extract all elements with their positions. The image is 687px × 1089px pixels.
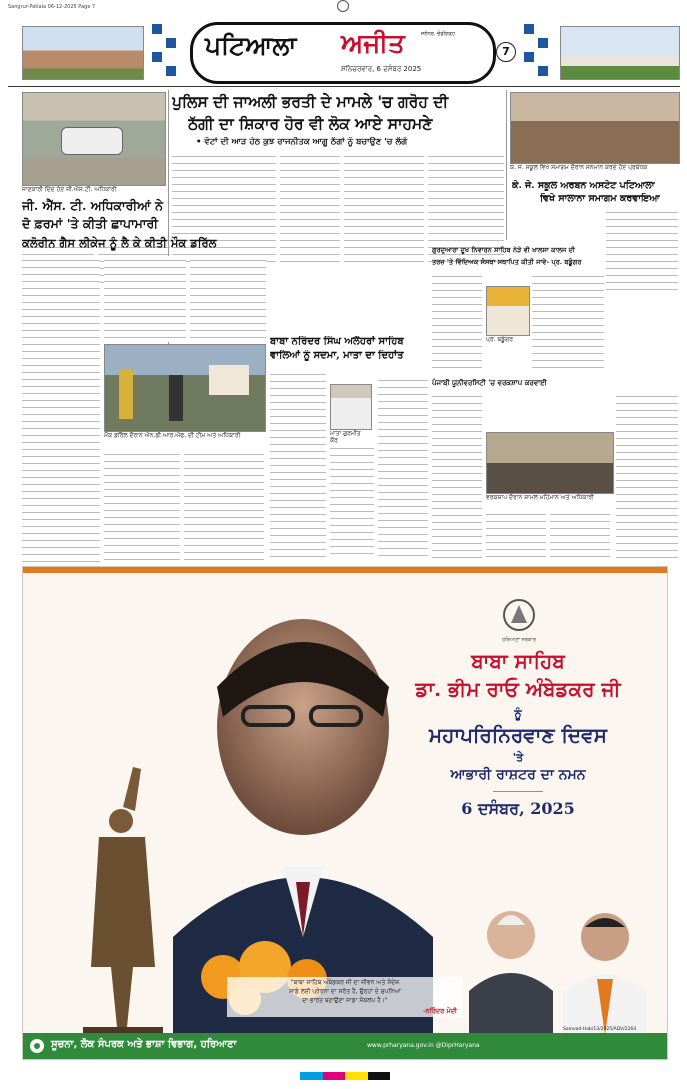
obituary-body-col-1 xyxy=(270,370,326,560)
lead-body-col-2 xyxy=(280,152,340,262)
obituary-photo-caption: ਮਾਤਾ ਗੁਰਮੀਤ ਕੌਰ xyxy=(330,430,361,444)
masthead-right-photo xyxy=(560,26,680,80)
pattern-right-icon xyxy=(520,18,556,82)
school-body xyxy=(606,208,678,292)
ad-top-band xyxy=(23,567,667,573)
ad-code: Samvad-Hab/13/2025/ADV/2264 xyxy=(563,1027,637,1032)
lead-subhead: • ਵੋਟਾਂ ਦੀ ਆੜ ਹੇਠ ਕੁਝ ਰਾਜਨੀਤਕ ਆਗੂ ਠੱਗਾਂ ਨੂੰ ਬਚਾਉਣ 'ਚ ਲੱਗੇ xyxy=(196,137,408,147)
quote-line-1: "ਬਾਬਾ ਸਾਹਿਬ ਅੰਬੇਡਕਰ ਜੀ ਦਾ ਜੀਵਨ ਅਤੇ ਸੰਦੇਸ਼ xyxy=(290,979,400,986)
obituary-body-col-2 xyxy=(330,444,374,560)
chlorine-photo-caption: ਮੌਕ ਡਰਿੱਲ ਦੌਰਾਨ ਐਨ.ਡੀ.ਆਰ.ਐਫ. ਦੀ ਟੀਮ ਅਤੇ ਅਧਿਕਾਰੀ xyxy=(104,432,241,439)
quote-line-2: ਸਾਡੇ ਲਈ ਪ੍ਰੇਰਨਾ ਦਾ ਸਰੋਤ ਹੈ, ਉਨ੍ਹਾਂ ਦੇ ਸੁਪਨਿਆਂ xyxy=(289,988,401,995)
masthead xyxy=(0,14,687,84)
masthead-brand: ਅਜੀਤ xyxy=(341,29,405,59)
punjabi-uni-photo-caption: ਵਰਕਸ਼ਾਪ ਦੌਰਾਨ ਸ਼ਾਮਲ ਮਹਿਮਾਨ ਅਤੇ ਅਧਿਕਾਰੀ xyxy=(486,494,594,501)
leaders-portraits-icon xyxy=(459,895,659,1035)
color-registration-bar xyxy=(300,1072,390,1080)
punjabi-uni-body-col-3 xyxy=(550,510,610,560)
masthead-rule xyxy=(8,86,680,87)
gurdwara-photo-caption: ਪ੍ਰ. ਬਡੂੰਗਰ xyxy=(486,336,513,343)
ad-line-2: ਡਾ. ਭੀਮ ਰਾਓ ਅੰਬੇਡਕਰ ਜੀ xyxy=(415,677,621,701)
punjabi-uni-body-col-4 xyxy=(616,392,678,560)
ad-line-5: 'ਤੇ xyxy=(512,751,524,764)
lead-body-col-3 xyxy=(344,152,424,262)
lead-headline-1: ਪੁਲਿਸ ਦੀ ਜਾਅਲੀ ਭਰਤੀ ਦੇ ਮਾਮਲੇ 'ਚ ਗਰੋਹ ਦੀ xyxy=(172,92,449,111)
car-shape xyxy=(61,127,123,155)
chlorine-body-col-2 xyxy=(104,256,186,342)
school-photo-caption: ਕੇ. ਜੇ. ਸਕੂਲ ਵਿਖੇ ਸਮਾਗਮ ਦੌਰਾਨ ਸਨਮਾਨ ਕਰਦੇ ਹੋਏ ਪ੍ਰਬੰਧਕ xyxy=(510,164,648,171)
column-rule xyxy=(506,90,507,240)
ad-line-1: ਬਾਬਾ ਸਾਹਿਬ xyxy=(471,649,565,673)
gst-photo-caption: ਜਾਣਕਾਰੀ ਦਿੰਦੇ ਹੋਏ ਜੀ.ਐਸ.ਟੀ. ਅਧਿਕਾਰੀ xyxy=(22,186,117,193)
chlorine-body-col-5 xyxy=(184,450,264,560)
school-photo xyxy=(510,92,680,164)
quote-box xyxy=(227,977,463,1017)
lead-headline-2: ਠੱਗੀ ਦਾ ਸ਼ਿਕਾਰ ਹੋਰ ਵੀ ਲੋਕ ਆਏ ਸਾਹਮਣੇ xyxy=(188,114,433,133)
gst-headline-2: ਦੋ ਫ਼ਰਮਾਂ 'ਤੇ ਕੀਤੀ ਛਾਪਾਮਾਰੀ xyxy=(22,216,158,231)
emblem-label: ਹਰਿਆਣਾ ਸਰਕਾਰ xyxy=(502,637,536,643)
masthead-left-photo xyxy=(22,26,144,80)
pattern-left-icon xyxy=(148,18,184,82)
punjabi-uni-headline: ਪੰਜਾਬੀ ਯੂਨੀਵਰਸਿਟੀ 'ਚ ਵਰਕਸ਼ਾਪ ਕਰਵਾਈ xyxy=(432,378,547,387)
chlorine-body-col-4 xyxy=(104,450,180,560)
page-number: 7 xyxy=(496,42,516,62)
punjabi-uni-body-col-1 xyxy=(432,392,482,560)
gurdwara-headline-1: ਗੁਰਦੁਆਰਾ ਦੂਖ ਨਿਵਾਰਨ ਸਾਹਿਬ ਨੇੜੇ ਵੀ ਖਾਲਸਾ ਕਾਲਜ ਦੀ xyxy=(432,246,575,254)
chlorine-body-col-3 xyxy=(190,256,266,342)
ad-social-handles: www.prharyana.gov.in @DiprHaryana xyxy=(367,1042,480,1049)
haryana-emblem-icon xyxy=(501,597,537,637)
punjabi-uni-body-col-2 xyxy=(486,510,546,560)
ornament-divider xyxy=(493,791,543,792)
lead-photo xyxy=(22,92,166,186)
quote-author: -ਨਰਿੰਦਰ ਮੋਦੀ xyxy=(422,1007,457,1015)
masthead-city: ਪਟਿਆਲਾ xyxy=(205,31,297,60)
obituary-photo xyxy=(330,384,372,430)
gurdwara-body-col-2 xyxy=(532,272,604,372)
ad-footer-text: ਸੂਚਨਾ, ਲੋਕ ਸੰਪਰਕ ਅਤੇ ਭਾਸ਼ਾ ਵਿਭਾਗ, ਹਰਿਆਣਾ xyxy=(51,1039,237,1050)
masthead-date: ਸ਼ਨਿਚਰਵਾਰ, 6 ਦਸੰਬਰ 2025 xyxy=(341,65,422,73)
person-shape xyxy=(169,375,183,421)
statue-icon xyxy=(63,747,183,1047)
chlorine-headline: ਕਲੋਰੀਨ ਗੈਸ ਲੀਕੇਜ ਨੂੰ ਲੈ ਕੇ ਕੀਤੀ ਮੌਕ ਡਰਿੱਲ xyxy=(22,236,217,250)
obituary-body-col-3 xyxy=(378,376,428,560)
registration-mark-icon xyxy=(337,0,349,12)
ad-line-3: ਨੂੰ xyxy=(514,707,522,720)
chlorine-photo xyxy=(104,344,266,432)
punjabi-uni-photo xyxy=(486,432,614,494)
school-headline-2: ਵਿਖੇ ਸਾਲਾਨਾ ਸਮਾਗਮ ਕਰਵਾਇਆ xyxy=(540,193,660,204)
gurdwara-headline-2: ਤਰਜ਼ 'ਤੇ ਵਿੱਦਿਅਕ ਸੰਸਥਾ ਸਥਾਪਿਤ ਕੀਤੀ ਜਾਵੇ- ਪ੍ਰ. ਬਡੂੰਗਰ xyxy=(432,258,582,266)
ad-footer-band xyxy=(23,1027,667,1059)
gst-headline-1: ਜੀ. ਐੱਸ. ਟੀ. ਅਧਿਕਾਰੀਆਂ ਨੇ xyxy=(22,198,163,213)
obituary-headline-2: ਵਾਲਿਆਂ ਨੂੰ ਸਦਮਾ, ਮਾਤਾ ਦਾ ਦਿਹਾਂਤ xyxy=(270,350,404,361)
masthead-frame xyxy=(190,22,496,84)
masthead-edition: ਜਲੰਧਰ, ਚੰਡੀਗੜ੍ਹ xyxy=(421,31,456,37)
gurdwara-body-col-1 xyxy=(432,272,482,372)
department-logo-icon xyxy=(29,1038,45,1054)
obituary-headline-1: ਬਾਬਾ ਨਰਿੰਦਰ ਸਿੰਘ ਅਲੌਹਰਾਂ ਸਾਹਿਬ xyxy=(270,336,404,347)
ad-line-6: ਆਭਾਰੀ ਰਾਸ਼ਟਰ ਦਾ ਨਮਨ xyxy=(450,767,586,783)
print-slug: Sangrur-Patiala 06-12-2025 Page 7 xyxy=(8,4,96,10)
ad-date: 6 ਦਸੰਬਰ, 2025 xyxy=(461,799,575,818)
ambedkar-advertisement xyxy=(22,566,668,1060)
person-shape xyxy=(119,369,133,419)
ad-line-4: ਮਹਾਪਰਿਨਿਰਵਾਣ ਦਿਵਸ xyxy=(429,723,607,747)
gurdwara-photo xyxy=(486,286,530,336)
tent-shape xyxy=(209,365,249,395)
school-headline-1: ਕੇ. ਜੇ. ਸਕੂਲ ਅਰਬਨ ਅਸਟੇਟ ਪਟਿਆਲਾ xyxy=(512,180,655,191)
quote-line-3: ਦਾ ਭਾਰਤ ਬਣਾਉਣਾ ਸਾਡਾ ਸੰਕਲਪ ਹੈ।" xyxy=(302,997,388,1004)
chlorine-body-col-1 xyxy=(22,256,100,562)
